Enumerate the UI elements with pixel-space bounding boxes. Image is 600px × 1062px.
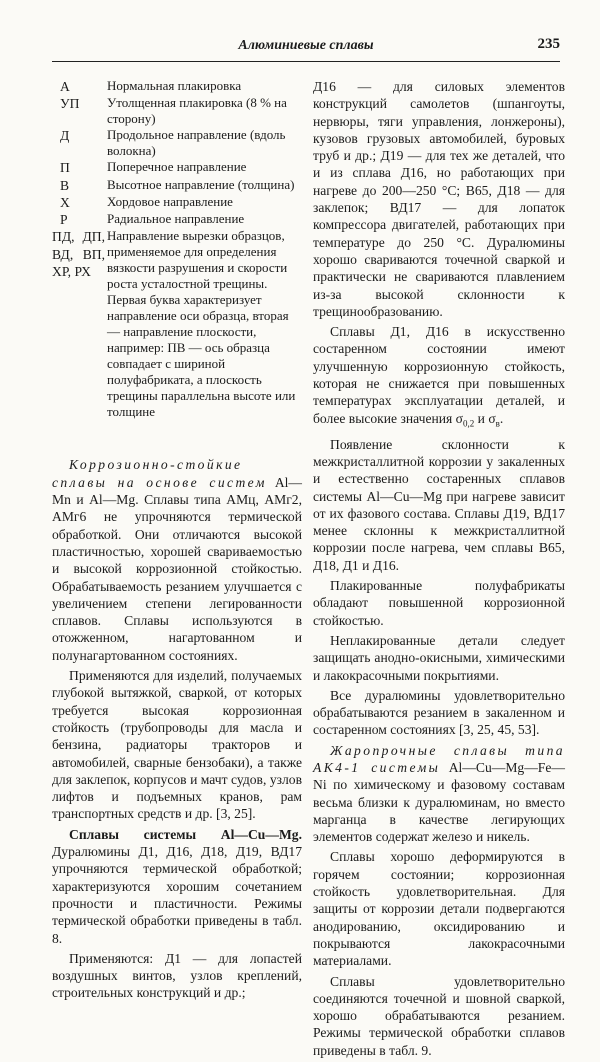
paragraph: Неплакированные детали следует защищать анодно-окисными, химическими и лакокрасочными покрытиями. (313, 632, 565, 683)
paragraph (313, 323, 565, 433)
abbr-desc: Радиальное направление (107, 211, 245, 227)
paragraph: Сплавы хорошо деформируются в горячем состоянии; коррозионная стойкость удовлетворительная. Для защиты от коррозии детали подвергаются анодированию, оксидированию и покрываются лакокрасочными материалами. (313, 849, 565, 969)
running-header (52, 36, 560, 56)
section-heading: Сплавы системы Al—Cu—Mg. (69, 826, 302, 842)
paragraph (52, 456, 302, 664)
section-lead: Жаропрочные сплавы типа АК4-1 системы (313, 742, 565, 775)
paragraph-text: Al—Cu—Mg—Fe—Ni по химическому и фазовому составам весьма близки к дуралюминам, но вместо марганца в качестве легирующих элементов содержат железо и никель. (313, 760, 565, 845)
abbr-code: ПД, ДП, ВД, ВП, ХР, РХ (52, 229, 105, 280)
paragraph-text: Дуралюмины Д1, Д16, Д18, Д19, ВД17 упрочняются термической обработкой; характеризуются хорошим сочетанием прочности и пластичности. Режимы термической обработки приведены в табл. 8. (52, 844, 302, 946)
paragraph: Применяются для изделий, получаемых глубокой вытяжкой, сваркой, от которых требуется высокая коррозионная стойкость (трубопроводы для масла и бензина, радиаторы тракторов и автомобилей, сварные бензобаки), а также для заклепок, корпусов и мачт судов, узлов лифтов и подъемных кранов, рам транспортных средств и др. [3, 25]. (52, 668, 302, 822)
abbr-desc: Нормальная плакировка (107, 78, 242, 93)
paragraph: Д16 — для силовых элементов конструкций самолетов (шпангоуты, нервюры, тяги управления, лонжероны), кузовов грузовых автомобилей, буровых труб и др.; Д19 — для тех же деталей, что и из сплава Д16, но работающих при нагреве до 200—250 °С; В65, Д18 — для заклепок; ВД17 — для лопаток компрессора двигателей, работающих при температуре до 250 °С. Дуралюмины хорошо свариваются точечной сваркой и практически не свариваются плавлением из-за высокой склонности к трещинообразованию. (313, 79, 565, 319)
spacer (52, 420, 302, 456)
paragraph-text: . (499, 410, 504, 426)
abbr-desc: Высотное направление (толщина) (107, 176, 295, 192)
left-column (52, 78, 302, 1005)
abbr-desc: Хордовое направление (107, 193, 233, 209)
abbr-code: Х (60, 194, 70, 210)
header-rule (52, 61, 560, 62)
abbr-desc: Направление вырезки образцов, применяемое для определения вязкости разрушения и скорости роста усталостной трещины. Первая буква характеризует направление оси образца, вторая — направление плоскости, например: ПВ — ось образца совпадает с шириной полуфабриката, а плоскость трещины параллельна высоте или толщине (107, 228, 296, 420)
paragraph-text: Al—Mn и Al—Mg. Сплавы типа АМц, АМг2, АМг6 не упрочняются термической обработкой. Они отличаются высокой пластичностью, хорошей свариваемостью и высокой коррозионной стойкостью. Обрабатываемость резанием улучшается с увеличением степени легированности сплавов. Сплавы используются в отожженном, нагартованном и полунагартованном состояниях. (52, 474, 302, 663)
abbr-code: П (60, 160, 70, 176)
paragraph: Применяются: Д1 — для лопастей воздушных винтов, узлов креплений, строительных конструкций и др.; (52, 950, 302, 1001)
paragraph: Все дуралюмины удовлетворительно обрабатываются резанием в закаленном и состаренном состояниях [3, 25, 45, 53]. (313, 687, 565, 738)
abbr-desc: Утолщенная плакировка (8 % на сторону) (107, 95, 287, 127)
abbr-desc: Продольное направление (вдоль волокна) (107, 127, 286, 159)
section-lead: Коррозионно-стойкие сплавы на основе систем (52, 457, 267, 490)
running-title: Алюминиевые сплавы (238, 38, 374, 53)
right-column (313, 78, 565, 1062)
abbr-code: А (60, 79, 70, 94)
subscript: в (495, 418, 500, 429)
abbr-code: В (60, 177, 70, 193)
paragraph-text: Сплавы Д1, Д16 в искусственно состаренном состоянии имеют улучшенную коррозионную стойкость, которая не снижается при повышенных температурах эксплуатации деталей, и более высокие значения σ (313, 324, 565, 426)
abbr-desc: Поперечное направление (107, 159, 247, 175)
paragraph (52, 826, 302, 947)
abbr-code: УП (60, 96, 80, 112)
paragraph: Сплавы удовлетворительно соединяются точечной и шовной сваркой, хорошо обрабатываются резанием. Режимы термической обработки сплавов приведены в табл. 9. (313, 973, 565, 1058)
paragraph-text: и σ (474, 410, 496, 426)
paragraph: Появление склонности к межкристаллитной коррозии у закаленных и естественно состаренных сплавов системы Al—Cu—Mg при нагреве зависит от их фазового состава. Сплавы Д19, ВД17 менее склонны к межкристаллитной коррозии после нагрева, чем сплавы В65, Д18, Д1 и Д16. (313, 436, 565, 573)
paragraph: Плакированные полуфабрикаты обладают повышенной коррозионной стойкостью. (313, 578, 565, 628)
abbreviation-list (52, 78, 302, 420)
subscript: 0,2 (463, 418, 475, 429)
abbr-code: Д (60, 128, 70, 144)
page-number: 235 (537, 36, 560, 52)
abbr-code: Р (60, 212, 68, 228)
paragraph (313, 742, 565, 846)
